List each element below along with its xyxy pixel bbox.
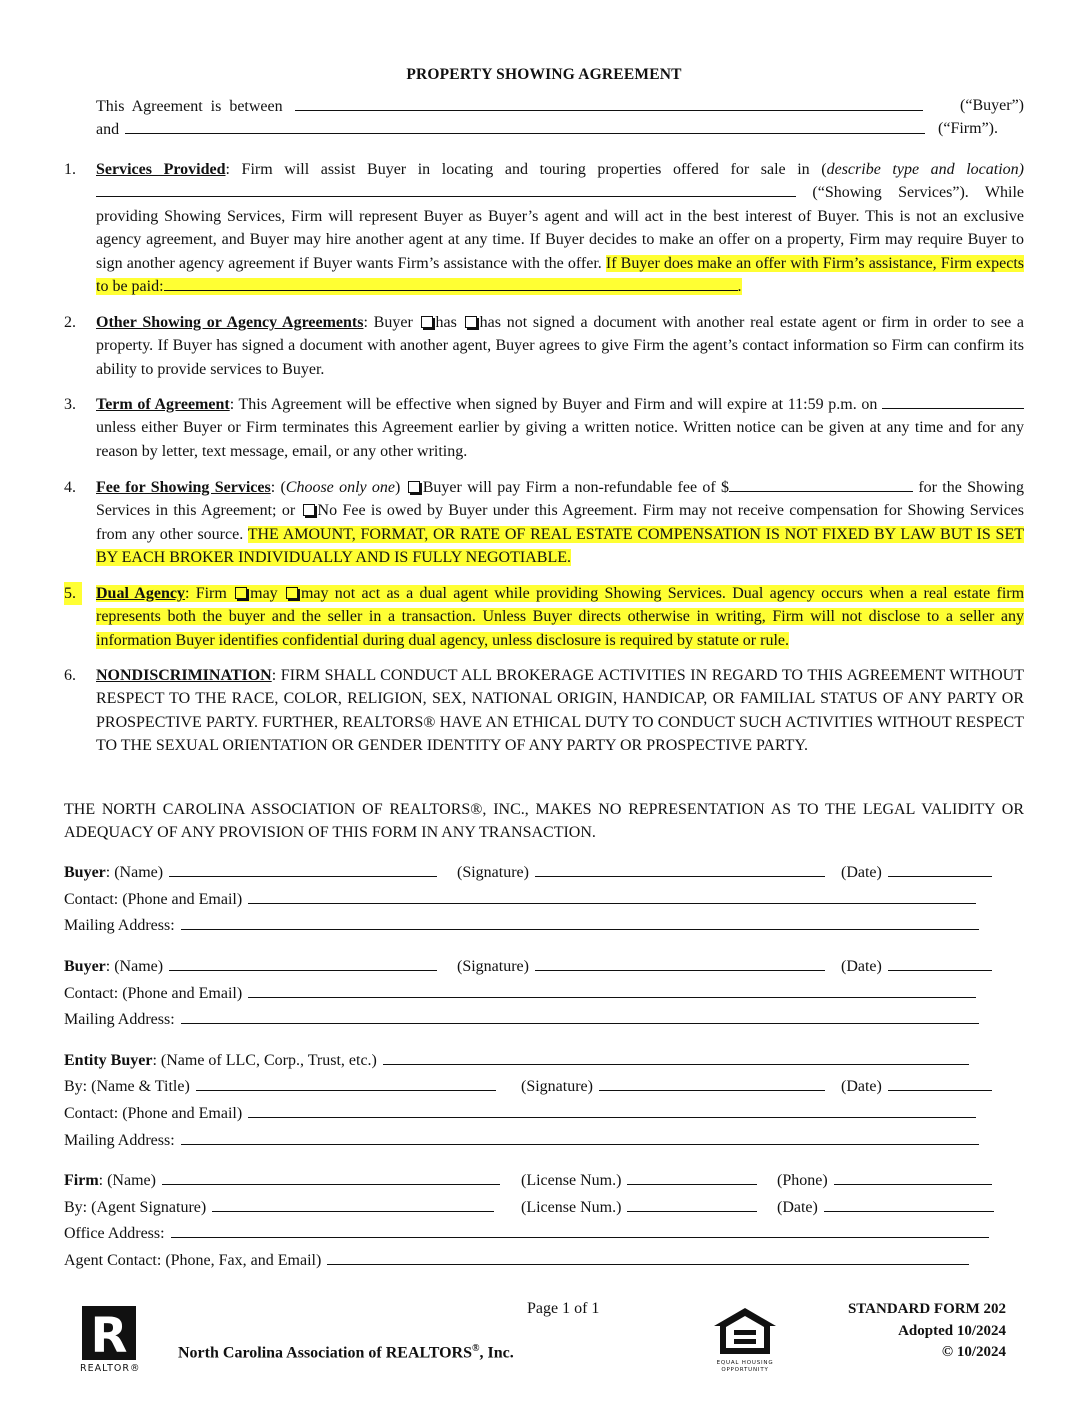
form-copyright: © 10/2024 bbox=[941, 1344, 1006, 1360]
firm-license-field[interactable] bbox=[627, 1170, 757, 1185]
expiration-date-field[interactable] bbox=[882, 394, 1024, 409]
firm-row: Firm: (Name) bbox=[64, 1170, 500, 1191]
buyer2-signature-row: (Signature) bbox=[457, 956, 825, 977]
section-fee: Fee for Showing Services: (Choose only one) Buyer will pay Firm a non-refundable fee of $ for the Showing Services in this Agreement; or No Fee is owed by Buyer under this Agreement. Firm may not receive compensation for Showing Services from any other source. THE AMOUNT, FORMAT, OR RATE OF REAL ESTATE COMPENSATION IS NOT FIXED BY LAW BUT IS SET BY EACH BROKER INDIVIDUALLY AND IS FULLY NEGOTIABLE. bbox=[96, 479, 1025, 567]
section-heading: Services Provided bbox=[96, 161, 226, 178]
realtor-logo-text: REALTOR® bbox=[80, 1363, 141, 1374]
agent-signature-row: By: (Agent Signature) bbox=[64, 1197, 494, 1218]
agent-date-row: (Date) bbox=[777, 1197, 994, 1218]
firm-license-row: (License Num.) bbox=[521, 1170, 757, 1191]
entity-buyer-row: Entity Buyer: (Name of LLC, Corp., Trust, etc.) bbox=[64, 1050, 969, 1071]
office-address-row: Office Address: bbox=[64, 1223, 989, 1244]
entity-signature-row: (Signature) bbox=[521, 1076, 825, 1097]
buyer2-contact-field[interactable] bbox=[248, 983, 976, 998]
section-number: 6. bbox=[64, 667, 76, 684]
entity-contact-row: Contact: (Phone and Email) bbox=[64, 1103, 976, 1124]
section-dual-agency: Dual Agency: Firm may may not act as a dual agent while providing Showing Services. Dual agency occurs when a real estate firm represents both the buyer and the seller in a transaction. Unless Buyer directs otherwise in writing, Firm will not disclose to a seller any information Buyer identifies confidential during dual agency, unless disclosure is required by statute or rule. bbox=[96, 585, 1025, 649]
firm-name-field[interactable] bbox=[125, 119, 925, 134]
form-adopted: Adopted 10/2024 bbox=[898, 1322, 1006, 1339]
section-other-agreements: Other Showing or Agency Agreements: Buyer has has not signed a document with another real estate agent or firm in order to see a property. If Buyer has signed a document with another agent, Buyer agrees to give Firm the agent’s contact information so Firm can confirm its ability to provide services to Buyer. bbox=[96, 314, 1025, 378]
equal-housing-icon bbox=[712, 1306, 778, 1356]
entity-by-row: By: (Name & Title) bbox=[64, 1076, 496, 1097]
entity-mailing-row: Mailing Address: bbox=[64, 1130, 979, 1151]
buyer1-date-field[interactable] bbox=[888, 862, 992, 877]
section-heading: Term of Agreement bbox=[96, 396, 230, 413]
disclaimer: THE NORTH CAROLINA ASSOCIATION OF REALTORS®, INC., MAKES NO REPRESENTATION AS TO THE LEGAL VALIDITY OR ADEQUACY OF ANY PROVISION OF THIS FORM IN ANY TRANSACTION. bbox=[64, 801, 1024, 842]
buyer2-mailing-row: Mailing Address: bbox=[64, 1009, 979, 1030]
buyer1-mailing-row: Mailing Address: bbox=[64, 915, 979, 936]
buyer-pays-fee-checkbox[interactable] bbox=[408, 481, 420, 493]
section-heading: Other Showing or Agency Agreements bbox=[96, 314, 364, 331]
realtor-logo-icon bbox=[82, 1306, 136, 1360]
highlighted-text: THE AMOUNT, FORMAT, OR RATE OF REAL ESTATE COMPENSATION IS NOT FIXED BY LAW BUT IS SET BY EACH BROKER INDIVIDUALLY AND IS FULLY NEGOTIABLE. bbox=[96, 525, 1024, 567]
buyer2-row: Buyer: (Name) bbox=[64, 956, 437, 977]
agent-contact-row: Agent Contact: (Phone, Fax, and Email) bbox=[64, 1250, 969, 1271]
agent-license-row: (License Num.) bbox=[521, 1197, 757, 1218]
may-checkbox[interactable] bbox=[235, 587, 247, 599]
agent-date-field[interactable] bbox=[824, 1197, 994, 1212]
section-number: 5. bbox=[64, 582, 82, 605]
realtor-logo-letter: R bbox=[90, 1308, 128, 1360]
fee-amount-field[interactable] bbox=[729, 477, 913, 492]
entity-by-name-field[interactable] bbox=[196, 1076, 496, 1091]
entity-name-field[interactable] bbox=[383, 1050, 969, 1065]
agent-license-field[interactable] bbox=[627, 1197, 757, 1212]
entity-contact-field[interactable] bbox=[248, 1103, 976, 1118]
firm-payment-field[interactable] bbox=[164, 276, 738, 291]
buyer1-row: Buyer: (Name) bbox=[64, 862, 437, 883]
buyer-label: (“Buyer”) bbox=[960, 97, 1024, 114]
document-title: PROPERTY SHOWING AGREEMENT bbox=[406, 66, 682, 83]
has-not-checkbox[interactable] bbox=[465, 316, 477, 328]
buyer2-mailing-field[interactable] bbox=[181, 1009, 979, 1024]
section-number: 4. bbox=[64, 479, 76, 496]
buyer1-name-field[interactable] bbox=[169, 862, 437, 877]
section-nondiscrimination: NONDISCRIMINATION: FIRM SHALL CONDUCT ALL BROKERAGE ACTIVITIES IN REGARD TO THIS AGREEMENT WITHOUT RESPECT TO THE RACE, COLOR, RELIGION, SEX, NATIONAL ORIGIN, HANDICAP, OR FAMILIAL STATUS OF ANY PARTY OR PROSPECTIVE PARTY. FURTHER, REALTORS® HAVE AN ETHICAL DUTY TO CONDUCT SUCH ACTIVITIES WITHOUT RESPECT TO THE SEXUAL ORIENTATION OR GENDER IDENTITY OF ANY PARTY OR PROSPECTIVE PARTY. bbox=[96, 667, 1024, 755]
form-info bbox=[848, 1299, 1006, 1364]
intro-line-firm bbox=[96, 119, 925, 140]
intro-text: This Agreement is between bbox=[96, 98, 283, 115]
equal-housing-text: EQUAL HOUSING OPPORTUNITY bbox=[716, 1360, 774, 1373]
buyer1-contact-field[interactable] bbox=[248, 889, 976, 904]
buyer1-mailing-field[interactable] bbox=[181, 915, 979, 930]
section-services-provided: Services Provided: Firm will assist Buyer in locating and touring properties offered for sale in (describe type and location) (“Showing Services”). While providing Showing Services, Firm will represent Buyer as Buyer’s agent and will act in the best interest of Buyer. This is not an exclusive agency agreement, and Buyer may hire another agent at any time. If Buyer decides to make an offer on a property, Firm may require Buyer to sign another agency agreement if Buyer wants Firm’s assistance with the offer. If Buyer does make an offer with Firm’s assistance, Firm expects to be paid: . bbox=[96, 161, 1025, 296]
showing-services-location-field[interactable] bbox=[96, 182, 796, 197]
intro-and: and bbox=[96, 121, 120, 138]
section-number: 2. bbox=[64, 314, 76, 331]
buyer2-name-field[interactable] bbox=[169, 956, 437, 971]
agent-signature-field[interactable] bbox=[212, 1197, 494, 1212]
buyer1-signature-row: (Signature) bbox=[457, 862, 825, 883]
association-name: North Carolina Association of REALTORS®, Inc. bbox=[178, 1343, 514, 1362]
section-heading: NONDISCRIMINATION bbox=[96, 667, 272, 684]
may-not-checkbox[interactable] bbox=[286, 587, 298, 599]
no-fee-checkbox[interactable] bbox=[303, 504, 315, 516]
highlighted-text: If Buyer does make an offer with Firm’s assistance, Firm expects to be paid: bbox=[96, 254, 1025, 296]
has-checkbox[interactable] bbox=[421, 316, 433, 328]
section-number: 1. bbox=[64, 161, 76, 178]
buyer1-contact-row: Contact: (Phone and Email) bbox=[64, 889, 976, 910]
entity-date-row: (Date) bbox=[841, 1076, 992, 1097]
entity-signature-field[interactable] bbox=[599, 1076, 825, 1091]
section-heading: Fee for Showing Services bbox=[96, 479, 271, 496]
buyer1-date-row: (Date) bbox=[841, 862, 992, 883]
intro-line-buyer bbox=[96, 96, 923, 117]
entity-date-field[interactable] bbox=[888, 1076, 992, 1091]
firm-label: (“Firm”). bbox=[938, 120, 998, 137]
page-number: Page 1 of 1 bbox=[527, 1300, 600, 1317]
buyer2-contact-row: Contact: (Phone and Email) bbox=[64, 983, 976, 1004]
office-address-field[interactable] bbox=[171, 1223, 989, 1238]
firm-name-field[interactable] bbox=[162, 1170, 500, 1185]
firm-phone-field[interactable] bbox=[834, 1170, 992, 1185]
entity-mailing-field[interactable] bbox=[181, 1130, 979, 1145]
buyer2-date-field[interactable] bbox=[888, 956, 992, 971]
buyer2-signature-field[interactable] bbox=[535, 956, 825, 971]
firm-phone-row: (Phone) bbox=[777, 1170, 992, 1191]
buyer1-signature-field[interactable] bbox=[535, 862, 825, 877]
agent-contact-field[interactable] bbox=[327, 1250, 969, 1265]
section-term: Term of Agreement: This Agreement will be effective when signed by Buyer and Firm and will expire at 11:59 p.m. on unless either Buyer or Firm terminates this Agreement earlier by giving a written notice. Written notice can be given at any time and for any reason by letter, text message, email, or any other writing. bbox=[96, 396, 1024, 460]
buyer2-date-row: (Date) bbox=[841, 956, 992, 977]
section-number: 3. bbox=[64, 396, 76, 413]
buyer-name-field[interactable] bbox=[295, 96, 923, 111]
form-name: STANDARD FORM 202 bbox=[847, 1301, 1006, 1317]
section-heading: Dual Agency bbox=[96, 585, 185, 602]
